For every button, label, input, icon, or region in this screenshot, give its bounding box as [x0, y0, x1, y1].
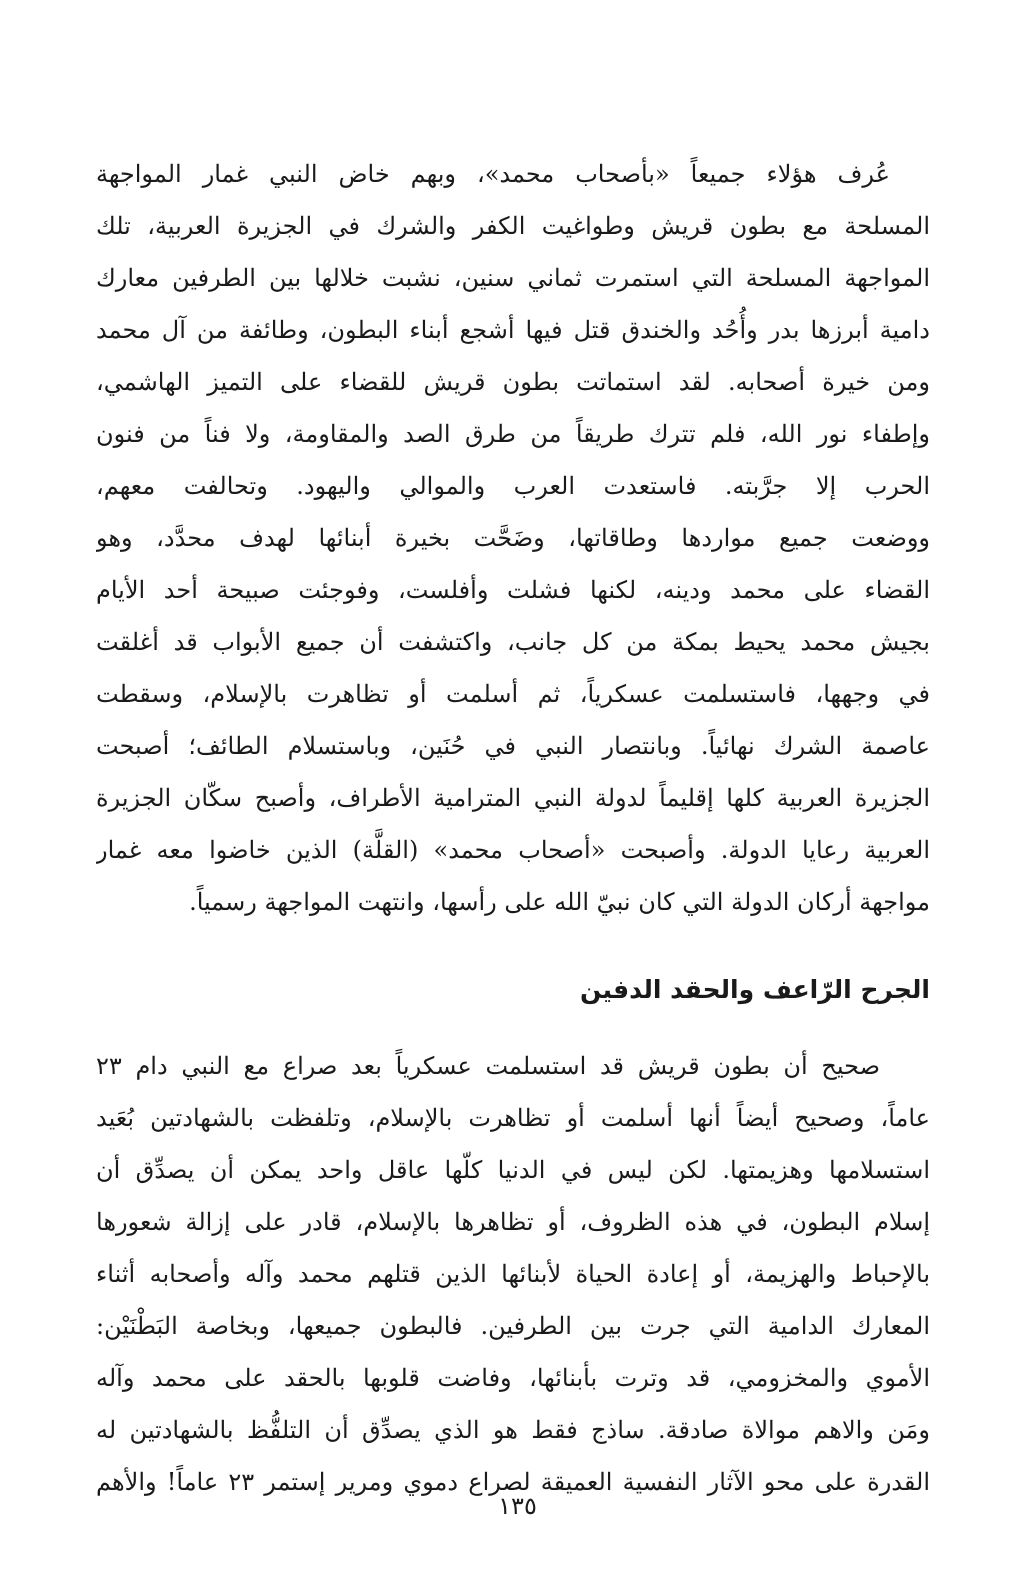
page-body [96, 148, 930, 1508]
paragraph-2 [96, 1040, 930, 1508]
section-heading: الجرح الرّاعف والحقد الدفين [580, 975, 930, 1004]
text-line: دامية أبرزها بدر وأُحُد والخندق قتل فيها أشجع أبناء البطون، وطائفة من آل محمد [96, 316, 930, 344]
text-line: عُرف هؤلاء جميعاً «بأصحاب محمد»، وبهم خاض النبي غمار المواجهة [96, 160, 890, 188]
page-number: ١٣٥ [498, 1492, 537, 1520]
text-line: القضاء على محمد ودينه، لكنها فشلت وأفلست، وفوجئت صبيحة أحد الأيام [96, 576, 930, 604]
text-line: ووضعت جميع مواردها وطاقاتها، وضَحَّت بخيرة أبنائها لهدف محدَّد، وهو [96, 524, 930, 552]
text-line: العربية رعايا الدولة. وأصبحت «أصحاب محمد» (القلَّة) الذين خاضوا معه غمار [96, 836, 930, 864]
text-line: صحيح أن بطون قريش قد استسلمت عسكرياً بعد صراع مع النبي دام ٢٣ [96, 1052, 880, 1080]
text-line: الحرب إلا جرَّبته. فاستعدت العرب والموالي واليهود. وتحالفت معهم، [96, 472, 930, 500]
text-line: بالإحباط والهزيمة، أو إعادة الحياة لأبنائها الذين قتلهم محمد وآله وأصحابه أثناء [96, 1260, 930, 1288]
text-line: ومَن والاهم موالاة صادقة. ساذج فقط هو الذي يصدِّق أن التلفُّظ بالشهادتين له [96, 1416, 930, 1444]
text-line: استسلامها وهزيمتها. لكن ليس في الدنيا كلّها عاقل واحد يمكن أن يصدِّق أن [96, 1156, 930, 1184]
text-line: بجيش محمد يحيط بمكة من كل جانب، واكتشفت أن جميع الأبواب قد أغلقت [96, 628, 930, 656]
text-line: المعارك الدامية التي جرت بين الطرفين. فالبطون جميعها، وبخاصة البَطْنَيْن: [96, 1312, 930, 1340]
text-line: المواجهة المسلحة التي استمرت ثماني سنين، نشبت خلالها بين الطرفين معارك [96, 264, 930, 292]
text-line: الجزيرة العربية كلها إقليماً لدولة النبي المترامية الأطراف، وأصبح سكّان الجزيرة [96, 784, 930, 812]
text-line: عاصمة الشرك نهائياً. وبانتصار النبي في حُنَين، وباستسلام الطائف؛ أصبحت [96, 732, 930, 760]
paragraph-1 [96, 148, 930, 928]
text-line: الأموي والمخزومي، قد وترت بأبنائها، وفاضت قلوبها بالحقد على محمد وآله [96, 1364, 930, 1392]
text-line: في وجهها، فاستسلمت عسكرياً، ثم أسلمت أو تظاهرت بالإسلام، وسقطت [96, 680, 930, 708]
text-line: ومن خيرة أصحابه. لقد استماتت بطون قريش للقضاء على التميز الهاشمي، [96, 368, 930, 396]
text-line: عاماً، وصحيح أيضاً أنها أسلمت أو تظاهرت بالإسلام، وتلفظت بالشهادتين بُعَيد [96, 1104, 930, 1132]
text-line: القدرة على محو الآثار النفسية العميقة لصراع دموي ومرير إستمر ٢٣ عاماً! والأهم [96, 1468, 930, 1496]
text-line: إسلام البطون، في هذه الظروف، أو تظاهرها بالإسلام، قادر على إزالة شعورها [96, 1208, 930, 1236]
text-line: مواجهة أركان الدولة التي كان نبيّ الله على رأسها، وانتهت المواجهة رسمياً. [189, 888, 930, 916]
text-line: المسلحة مع بطون قريش وطواغيت الكفر والشرك في الجزيرة العربية، تلك [96, 212, 930, 240]
text-line: وإطفاء نور الله، فلم تترك طريقاً من طرق الصد والمقاومة، ولا فناً من فنون [96, 420, 930, 448]
